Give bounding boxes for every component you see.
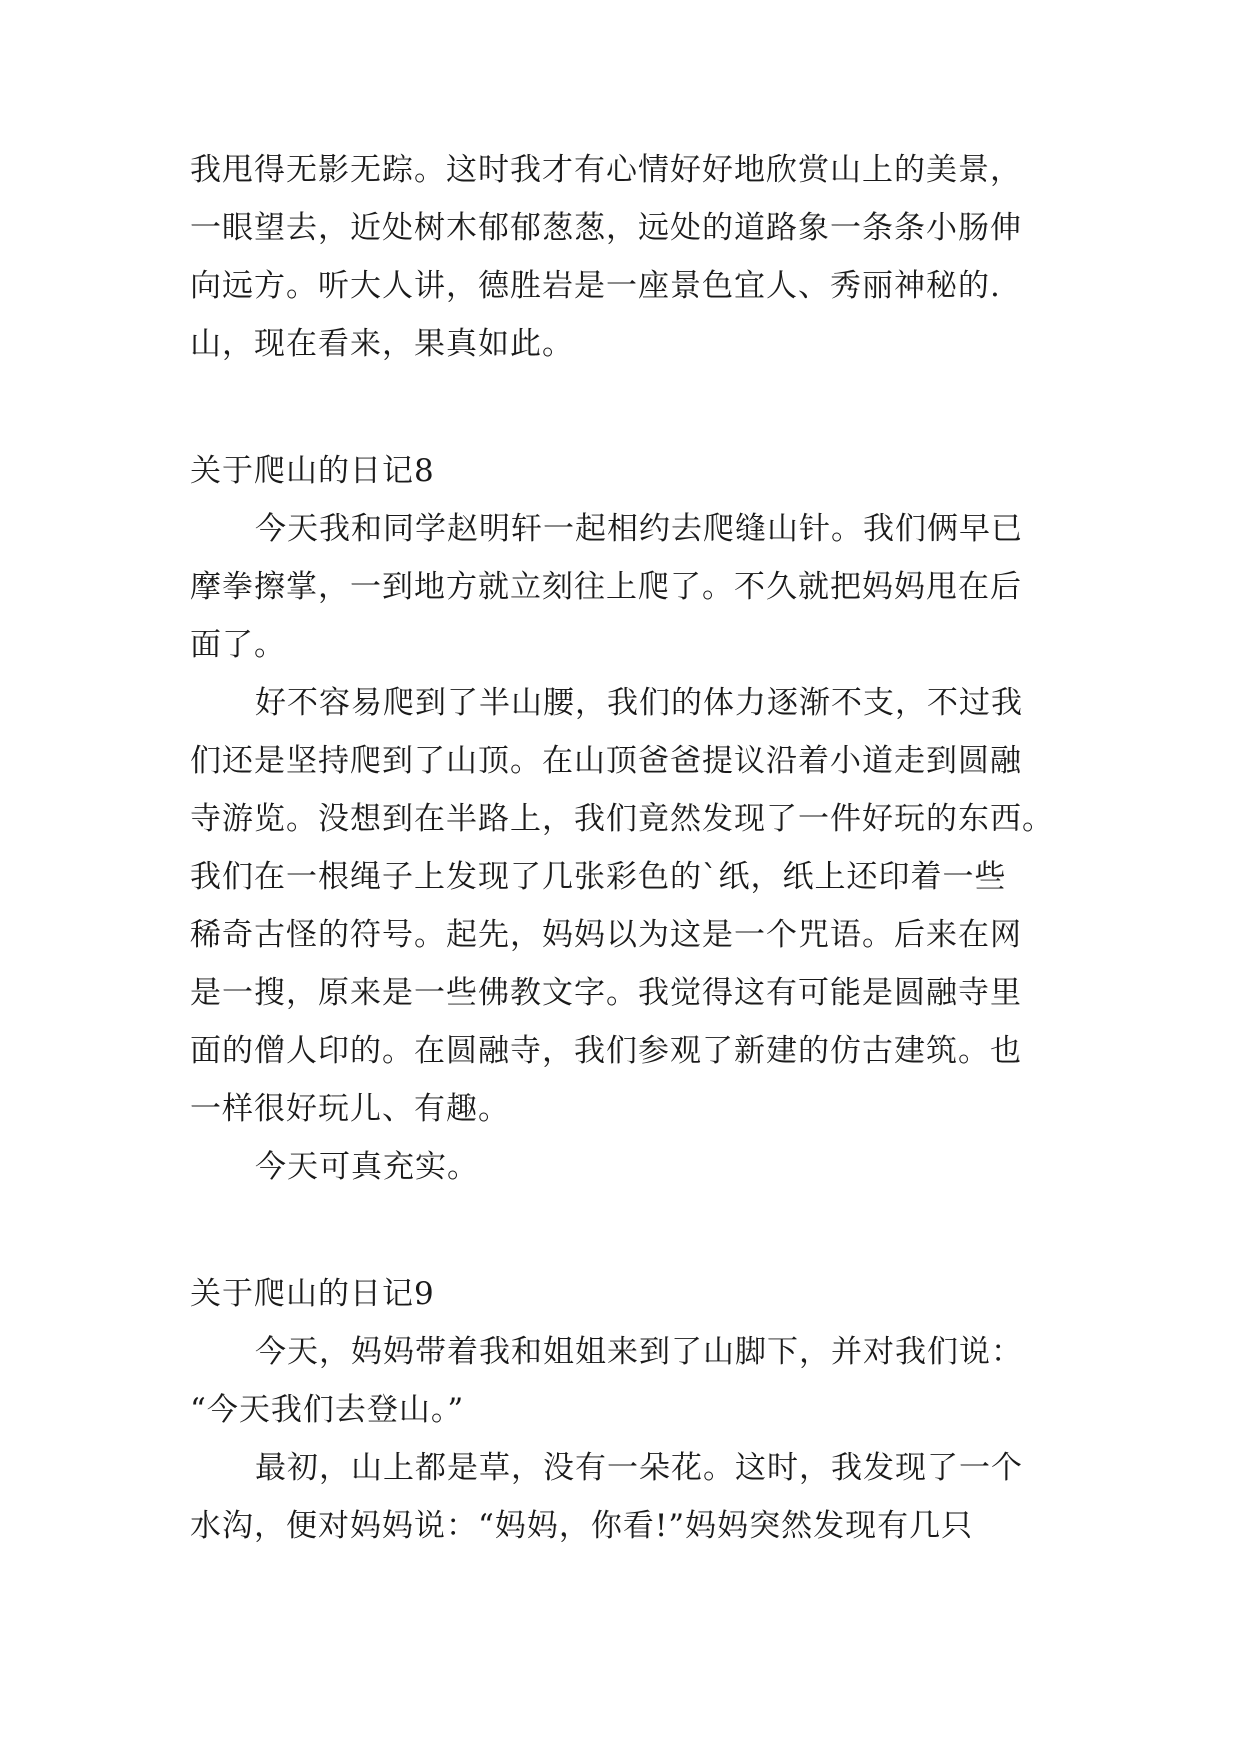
paragraph-line: 我甩得无影无踪。这时我才有心情好好地欣赏山上的美景， [190, 152, 1022, 188]
paragraph-line: 面的僧人印的。在圆融寺，我们参观了新建的仿古建筑。也 [190, 1033, 1022, 1069]
paragraph-line: “今天我们去登山。” [190, 1392, 465, 1428]
paragraph-line: 水沟，便对妈妈说：“妈妈，你看!”妈妈突然发现有几只 [190, 1508, 974, 1544]
paragraph-line: 今天可真充实。 [255, 1149, 479, 1185]
paragraph-line: 我们在一根绳子上发现了几张彩色的`纸，纸上还印着一些 [190, 859, 1007, 895]
paragraph-line: 好不容易爬到了半山腰，我们的体力逐渐不支，不过我 [255, 685, 1023, 721]
paragraph-line: 稀奇古怪的符号。起先，妈妈以为这是一个咒语。后来在网 [190, 917, 1022, 953]
paragraph-line: 一眼望去，近处树木郁郁葱葱，远处的道路象一条条小肠伸 [190, 210, 1022, 246]
paragraph-line: 今天我和同学赵明轩一起相约去爬缝山针。我们俩早已 [255, 511, 1023, 547]
paragraph-line: 摩拳擦掌，一到地方就立刻往上爬了。不久就把妈妈甩在后 [190, 569, 1022, 605]
paragraph-line: 最初，山上都是草，没有一朵花。这时，我发现了一个 [255, 1450, 1023, 1486]
paragraph-line: 向远方。听大人讲，德胜岩是一座景色宜人、秀丽神秘的. [190, 268, 1001, 304]
section-heading: 关于爬山的日记8 [190, 453, 435, 489]
paragraph-line: 们还是坚持爬到了山顶。在山顶爸爸提议沿着小道走到圆融 [190, 743, 1022, 779]
paragraph-line: 今天，妈妈带着我和姐姐来到了山脚下，并对我们说： [255, 1334, 1023, 1370]
paragraph-line: 山，现在看来，果真如此。 [190, 326, 574, 362]
section-heading: 关于爬山的日记9 [190, 1276, 435, 1312]
paragraph-line: 是一搜，原来是一些佛教文字。我觉得这有可能是圆融寺里 [190, 975, 1022, 1011]
paragraph-line: 一样很好玩儿、有趣。 [190, 1091, 510, 1127]
paragraph-line: 面了。 [190, 627, 286, 663]
paragraph-line: 寺游览。没想到在半路上，我们竟然发现了一件好玩的东西。 [190, 801, 1054, 837]
